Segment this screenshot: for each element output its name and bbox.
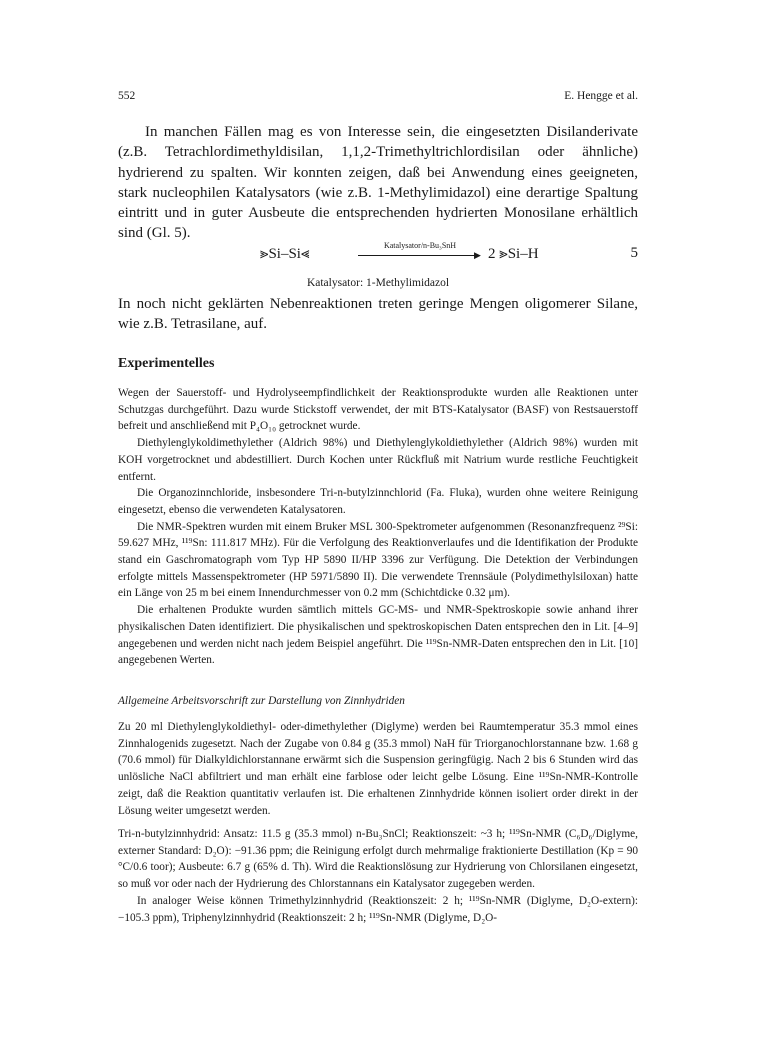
arrow-catalyst-label: Katalysator/n-Bu₃SnH (383, 241, 457, 250)
reaction-arrow (356, 241, 484, 267)
exp-paragraph: Wegen der Sauerstoff- und Hydrolyseempfindlichkeit der Reaktionsprodukte wurden alle Reaktionen unter Schutzgas durchgeführt. Dazu wurde Stickstoff verwendet, der mit BTS-Katalysator (BASF) von Restsauerstoff befreit und anschließend mit P₄O₁₀ getrocknet wurde. (118, 387, 638, 433)
equation-number: 5 (630, 245, 638, 261)
equation-product: 2 ⪢Si–H (488, 246, 539, 262)
intro-paragraph: In manchen Fällen mag es von Interesse sein, die eingesetzten Disilanderivate (z.B. Tetrachlordimethyldisilan, 1,1,2-Trimethyltrichlordisilan oder ähnliche) hydrierend zu spalten. Wir konnten zeigen, daß bei Anwendung eines geeigneten, stark nucleophilen Katalysators (wie z.B. 1-Methylimidazol) eine derartige Spaltung eintritt und in guter Ausbeute die entsprechenden hydrierten Monosilane erhältlich sind (Gl. 5). (118, 124, 638, 242)
equation-reactant: ⪢Si–Si⪡ (260, 246, 310, 262)
procedure-paragraph: Zu 20 ml Diethylenglykoldiethyl- oder-dimethylether (Diglyme) werden bei Raumtemperatur 35.3 mmol eines Zinnhalogenids zugesetzt. Nach der Zugabe von 0.84 g (35.3 mmol) NaH für Triorganochlorstannane bzw. 1.68 g (70.6 mmol) für Dialkyldichlorstannane erwärmt sich die Suspension geringfügig. Nach 2 bis 6 Stunden wird das unlösliche NaCl abfiltriert und man erhält eine farblose oder leicht gelbe Lösung. Eine ¹¹⁹Sn-NMR-Kontrolle zeigt, daß die Reaktion quantitativ verlaufen ist. Die erhaltenen Zinnhydride können isoliert order direkt in der Lösung weiter umgesetzt werden. (118, 721, 638, 817)
equation-catalyst-note: Katalysator: 1-Methylimidazol (306, 277, 450, 289)
page-number: 552 (118, 90, 136, 102)
experimental-text (118, 385, 638, 669)
exp-paragraph: Die erhaltenen Produkte wurden sämtlich mittels GC-MS- und NMR-Spektroskopie sowie anhand ihrer physikalischen Daten identifiziert. Die physikalischen und spektroskopischen Daten entsprechen den in Lit. [4–9] angegebenen und werden nicht nach jedem Beispiel angeführt. Die ¹¹⁹Sn-NMR-Daten entsprechen den in Lit. [10] angegebenen Werten. (118, 604, 638, 667)
reaction-equation (118, 241, 638, 269)
arrow-line (358, 255, 478, 256)
preparation-details (118, 826, 638, 926)
subsection-heading: Allgemeine Arbeitsvorschrift zur Darstellung von Zinnhydriden (118, 695, 405, 707)
running-header (118, 90, 638, 106)
running-authors: E. Hengge et al. (564, 90, 638, 102)
exp-paragraph: Die NMR-Spektren wurden mit einem Bruker MSL 300-Spektrometer aufgenommen (Resonanzfrequenz ²⁹Si: 59.627 MHz, ¹¹⁹Sn: 111.817 MHz). Für die Verfolgung des Reaktionverlaufes und die Identifikation der Produkte stand ein Gaschromatograph vom Typ HP 5890 II/HP 3396 zur Verfügung. Die Detektion der Verbindungen erfolgte mittels Massenspektrometer (HP 5971/5890 II). Die verwendete Trennsäule (Polydimethylsiloxan) hatte ein Länge von 25 m bei einem Innendurchmesser von 0.2 mm (Schichtdicke 0.32 μm). (118, 520, 638, 600)
general-procedure (118, 719, 638, 819)
side-reaction-paragraph: In noch nicht geklärten Nebenreaktionen treten geringe Mengen oligomerer Silane, wie z.B. Tetrasilane, auf. (118, 296, 638, 333)
exp-paragraph: Die Organozinnchloride, insbesondere Tri-n-butylzinnchlorid (Fa. Fluka), wurden ohne weitere Reinigung eingesetzt, ebenso die verwendeten Katalysatoren. (118, 487, 638, 516)
arrow-head-icon: ▶ (474, 250, 481, 260)
exp-paragraph: Diethylenglykoldimethylether (Aldrich 98%) und Diethylenglykoldiethylether (Aldrich 98%) wurden mit KOH vorgetrocknet und abdestilliert. Durch Kochen unter Rückfluß mit Natrium wurde restliche Feuchtigkeit entfernt. (118, 437, 638, 483)
section-heading: Experimentelles (118, 356, 215, 371)
preparation-paragraph: Tri-n-butylzinnhydrid: Ansatz: 11.5 g (35.3 mmol) n-Bu₃SnCl; Reaktionszeit: ~3 h; ¹¹⁹Sn-NMR (C₆D₆/Diglyme, externer Standard: D₂O): −91.36 ppm; die Reinigung erfolgt durch mehrmalige fraktionierte Destillation (Kp = 90 °C/0.6 toor); Ausbeute: 6.7 g (65% d. Th). Wird die Reaktionslösung zur Hydrierung von Chlorsilanen eingesetzt, so muß vor oder nach der Hydrierung des Chlorstannans ein Katalysator zugegeben werden. (118, 828, 638, 891)
preparation-paragraph: In analoger Weise können Trimethylzinnhydrid (Reaktionszeit: 2 h; ¹¹⁹Sn-NMR (Diglyme, D₂O-extern): −105.3 ppm), Triphenylzinnhydrid (Reaktionszeit: 2 h; ¹¹⁹Sn-NMR (Diglyme, D₂O- (118, 894, 638, 924)
